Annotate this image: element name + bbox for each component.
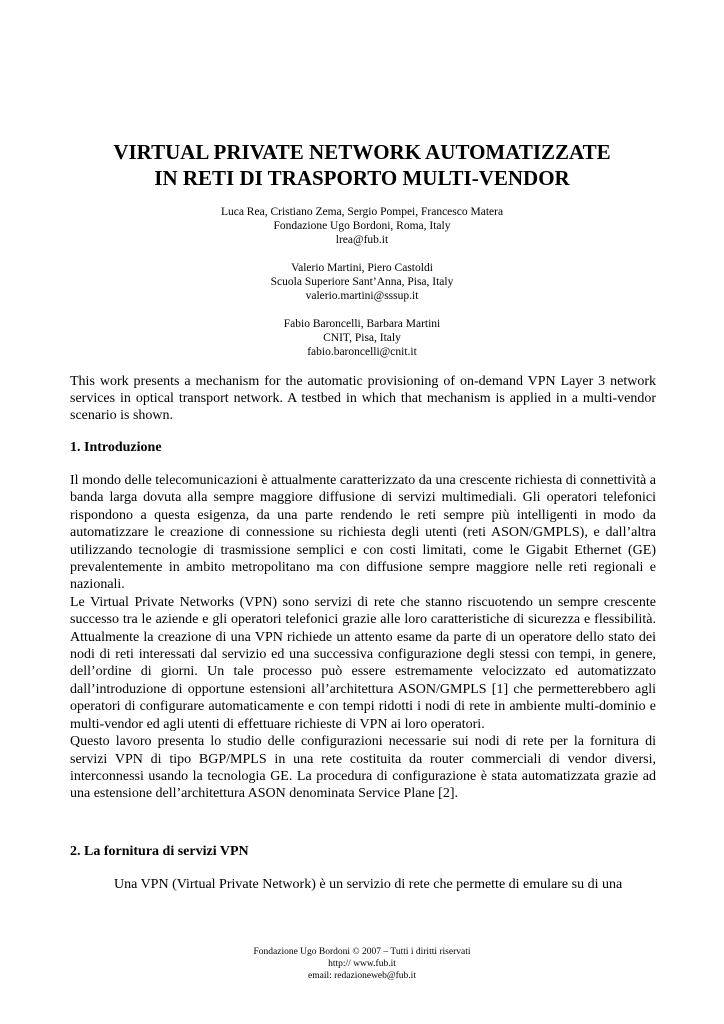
paragraph: Questo lavoro presenta lo studio delle configurazioni necessarie sui nodi di rete per la fornitura di servizi VPN di tipo BGP/MPLS in una rete costituita da router commerciali di vendor diversi, interconnessi usando la tecnologia GE. La procedura di configurazione è stata automatizzata grazie ad una estensione dell’architettura ASON denominata Service Plane [2]. — [70, 734, 656, 802]
author-email: valerio.martini@sssup.it — [305, 290, 419, 302]
abstract: This work presents a mechanism for the automatic provisioning of on-demand VPN Layer 3 network services in optical transport network. A testbed in which that mechanism is applied in a multi-vendor scenario is shown. — [70, 374, 656, 423]
author-names: Luca Rea, Cristiano Zema, Sergio Pompei, Francesco Matera — [220, 206, 504, 218]
author-affiliation: Fondazione Ugo Bordoni, Roma, Italy — [273, 220, 451, 232]
paper-title — [40, 139, 684, 191]
author-email: lrea@fub.it — [335, 234, 389, 246]
paragraph-text: Una VPN (Virtual Private Network) è un servizio di rete che permette di emulare su di una — [114, 877, 623, 892]
title-line-2: IN RETI DI TRASPORTO MULTI-VENDOR — [154, 166, 570, 190]
section-1-heading: 1. Introduzione — [70, 440, 162, 455]
author-block-3 — [60, 317, 664, 359]
footer-email: email: redazioneweb@fub.it — [308, 971, 416, 981]
author-block-2 — [60, 261, 664, 303]
author-names: Valerio Martini, Piero Castoldi — [291, 262, 433, 274]
title-line-1: VIRTUAL PRIVATE NETWORK AUTOMATIZZATE — [113, 140, 611, 164]
footer-website: http:// www.fub.it — [328, 959, 396, 969]
paragraph: Il mondo delle telecomunicazioni è attualmente caratterizzato da una crescente richiesta di connettività a banda larga dovuta alla sempre maggiore diffusione di servizi multimediali. Gli operatori telefonici rispondono a questa esigenza, da una parte rendendo le reti sempre più intelligenti in modo da automatizzare le creazione di connessione su richiesta degli utenti (reti ASON/GMPLS), e dall’altra utilizzando tecnologie di trasmissione semplici e con costi limitati, come le Gigabit Ethernet (GE) prevalentemente in ambito metropolitano ma con diffusione sempre maggiore nelle reti regionali e nazionali. — [70, 473, 656, 593]
author-block-1 — [60, 205, 664, 247]
page-footer — [200, 946, 524, 982]
author-affiliation: CNIT, Pisa, Italy — [323, 332, 401, 344]
author-affiliation: Scuola Superiore Sant’Anna, Pisa, Italy — [270, 276, 454, 288]
section-1-body — [70, 472, 656, 803]
author-names: Fabio Baroncelli, Barbara Martini — [283, 318, 441, 330]
section-2-heading: 2. La fornitura di servizi VPN — [70, 844, 249, 859]
footer-copyright: Fondazione Ugo Bordoni © 2007 – Tutti i diritti riservati — [253, 947, 471, 957]
author-email: fabio.baroncelli@cnit.it — [307, 346, 417, 358]
section-2-first-line — [70, 876, 656, 893]
paragraph: Le Virtual Private Networks (VPN) sono servizi di rete che stanno riscuotendo un sempre crescente successo tra le aziende e gli operatori telefonici grazie alle loro caratteristiche di sicurezza e flessibilità. Attualmente la creazione di una VPN richiede un attento esame da parte di un operatore dello stato dei nodi di reti interessati dal servizio ed una successiva configurazione degli stessi con tempi, in genere, dell’ordine di giorni. Un tale processo può essere estremamente velocizzato ed automatizzato dall’introduzione di opportune estensioni all’architettura ASON/GMPLS [1] che permetterebbero agli operatori di configurare automaticamente e con tempi ridotti i nodi di rete in ambiente multi-dominio e multi-vendor ed agli utenti di effettuare richieste di VPN ai loro operatori. — [70, 594, 656, 732]
